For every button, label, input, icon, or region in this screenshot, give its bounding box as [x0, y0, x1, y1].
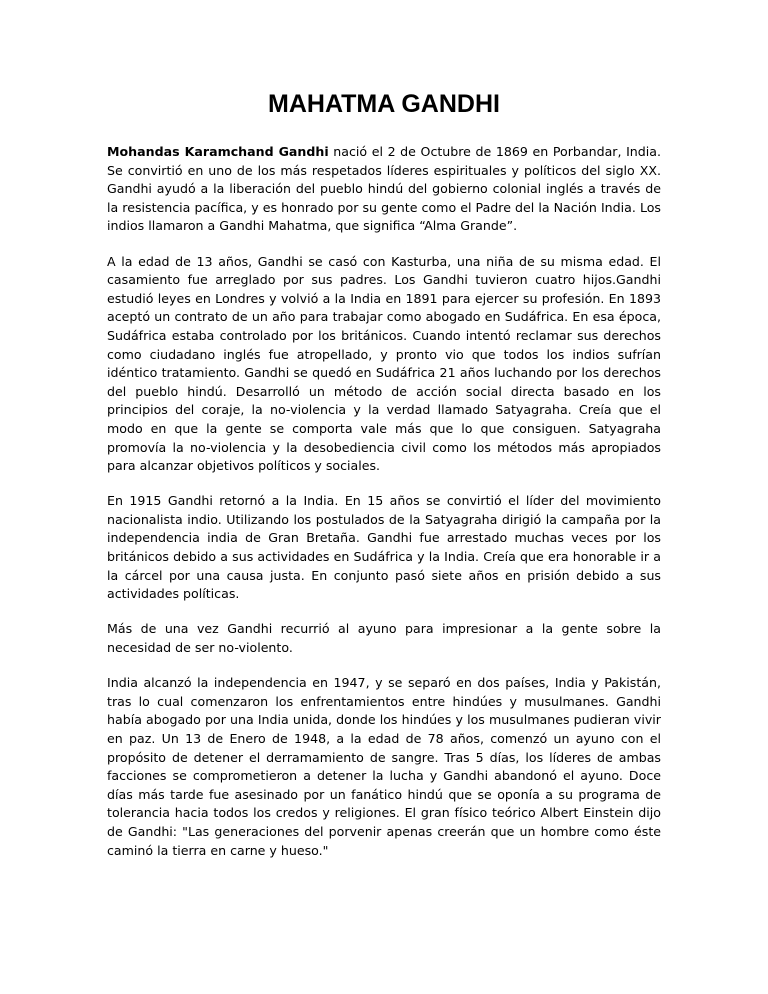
- document-title: MAHATMA GANDHI: [268, 90, 500, 118]
- paragraph-5: India alcanzó la independencia en 1947, y se separó en dos países, India y Pakistán, tras lo cual comenzaron los enfrentamientos entre hindúes y musulmanes. Gandhi había abogado por una India unida, donde los hindúes y los musulmanes pudieran vivir en paz. Un 13 de Enero de 1948, a la edad de 78 años, comenzó un ayuno con el propósito de detener el derramamiento de sangre. Tras 5 días, los líderes de ambas facciones se comprometieron a detener la lucha y Gandhi abandonó el ayuno. Doce días más tarde fue asesinado por un fanático hindú que se oponía a su programa de tolerancia hacia todos los credos y religiones. El gran físico teórico Albert Einstein dijo de Gandhi: "Las generaciones del porvenir apenas creerán que un hombre como éste caminó la tierra en carne y hueso.": [107, 675, 661, 858]
- paragraph-2: A la edad de 13 años, Gandhi se casó con Kasturba, una niña de su misma edad. El casamiento fue arreglado por sus padres. Los Gandhi tuvieron cuatro hijos.Gandhi estudió leyes en Londres y volvió a la India en 1891 para ejercer su profesión. En 1893 aceptó un contrato de un año para trabajar como abogado en Sudáfrica. En esa época, Sudáfrica estaba controlado por los británicos. Cuando intentó reclamar sus derechos como ciudadano inglés fue atropellado, y pronto vio que todos los indios sufrían idéntico tratamiento. Gandhi se quedó en Sudáfrica 21 años luchando por los derechos del pueblo hindú. Desarrolló un método de acción social directa basado en los principios del coraje, la no-violencia y la verdad llamado Satyagraha. Creía que el modo en que la gente se comporta vale más que lo que consiguen. Satyagraha promovía la no-violencia y la desobediencia civil como los métodos más apropiados para alcanzar objetivos políticos y sociales.: [107, 253, 661, 474]
- subject-name: Mohandas Karamchand Gandhi: [107, 144, 329, 159]
- paragraph-3: En 1915 Gandhi retornó a la India. En 15 años se convirtió el líder del movimiento nacionalista indio. Utilizando los postulados de la Satyagraha dirigió la campaña por la independencia india de Gran Bretaña. Gandhi fue arrestado muchas veces por los británicos debido a sus actividades en Sudáfrica y la India. Creía que era honorable ir a la cárcel por una causa justa. En conjunto pasó siete años en prisión debido a sus actividades políticas.: [107, 493, 661, 602]
- document-body: [107, 143, 661, 877]
- paragraph-1: [107, 143, 661, 236]
- paragraph-4: Más de una vez Gandhi recurrió al ayuno para impresionar a la gente sobre la necesidad de ser no-violento.: [107, 621, 661, 656]
- paragraph-1-text: nació el 2 de Octubre de 1869 en Porbandar, India. Se convirtió en uno de los más respetados líderes espirituales y políticos del siglo XX. Gandhi ayudó a la liberación del pueblo hindú del gobierno colonial inglés a través de la resistencia pacífica, y es honrado por su gente como el Padre del la Nación India. Los indios llamaron a Gandhi Mahatma, que significa “Alma Grande”.: [107, 144, 661, 234]
